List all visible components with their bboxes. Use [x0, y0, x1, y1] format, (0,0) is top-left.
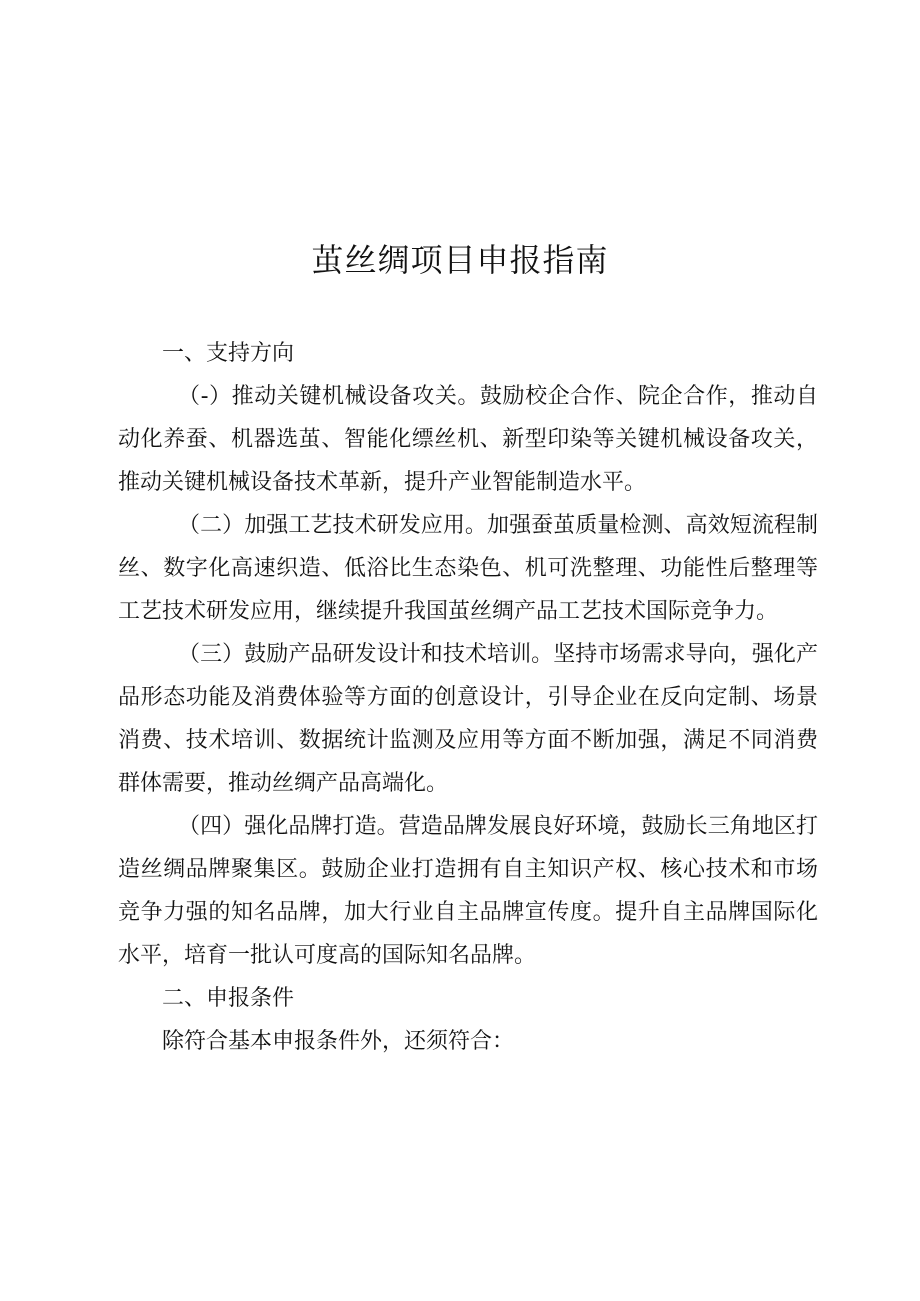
paragraph-process-tech: （二）加强工艺技术研发应用。加强蚕茧质量检测、高效短流程制丝、数字化高速织造、低浴比生态染色、机可洗整理、功能性后整理等工艺技术研发应用，继续提升我国茧丝绸产品工艺技术国际竞争力。	[118, 513, 818, 624]
section-heading-application-conditions: 二、申报条件	[162, 986, 295, 1011]
section-heading-support-direction: 一、支持方向	[162, 341, 295, 366]
paragraph-product-design: （三）鼓励产品研发设计和技术培训。坚持市场需求导向，强化产品形态功能及消费体验等方面的创意设计，引导企业在反向定制、场景消费、技术培训、数据统计监测及应用等方面不断加强，满足不同消费群体需要，推动丝绸产品高端化。	[118, 642, 818, 796]
paragraph-brand-building: （四）强化品牌打造。营造品牌发展良好环境，鼓励长三角地区打造丝绸品牌聚集区。鼓励企业打造拥有自主知识产权、核心技术和市场竞争力强的知名品牌，加大行业自主品牌宣传度。提升自主品牌国际化水平，培育一批认可度高的国际知名品牌。	[118, 814, 818, 968]
page-title: 茧丝绸项目申报指南	[311, 241, 609, 279]
document-body	[118, 332, 818, 1063]
paragraph-machinery: （-）推动关键机械设备攻关。鼓励校企合作、院企合作，推动自动化养蚕、机器选茧、智能化缥丝机、新型印染等关键机械设备攻关，推动关键机械设备技术革新，提升产业智能制造水平。	[118, 384, 818, 495]
paragraph-conditions-intro: 除符合基本申报条件外，还须符合：	[162, 1029, 515, 1054]
